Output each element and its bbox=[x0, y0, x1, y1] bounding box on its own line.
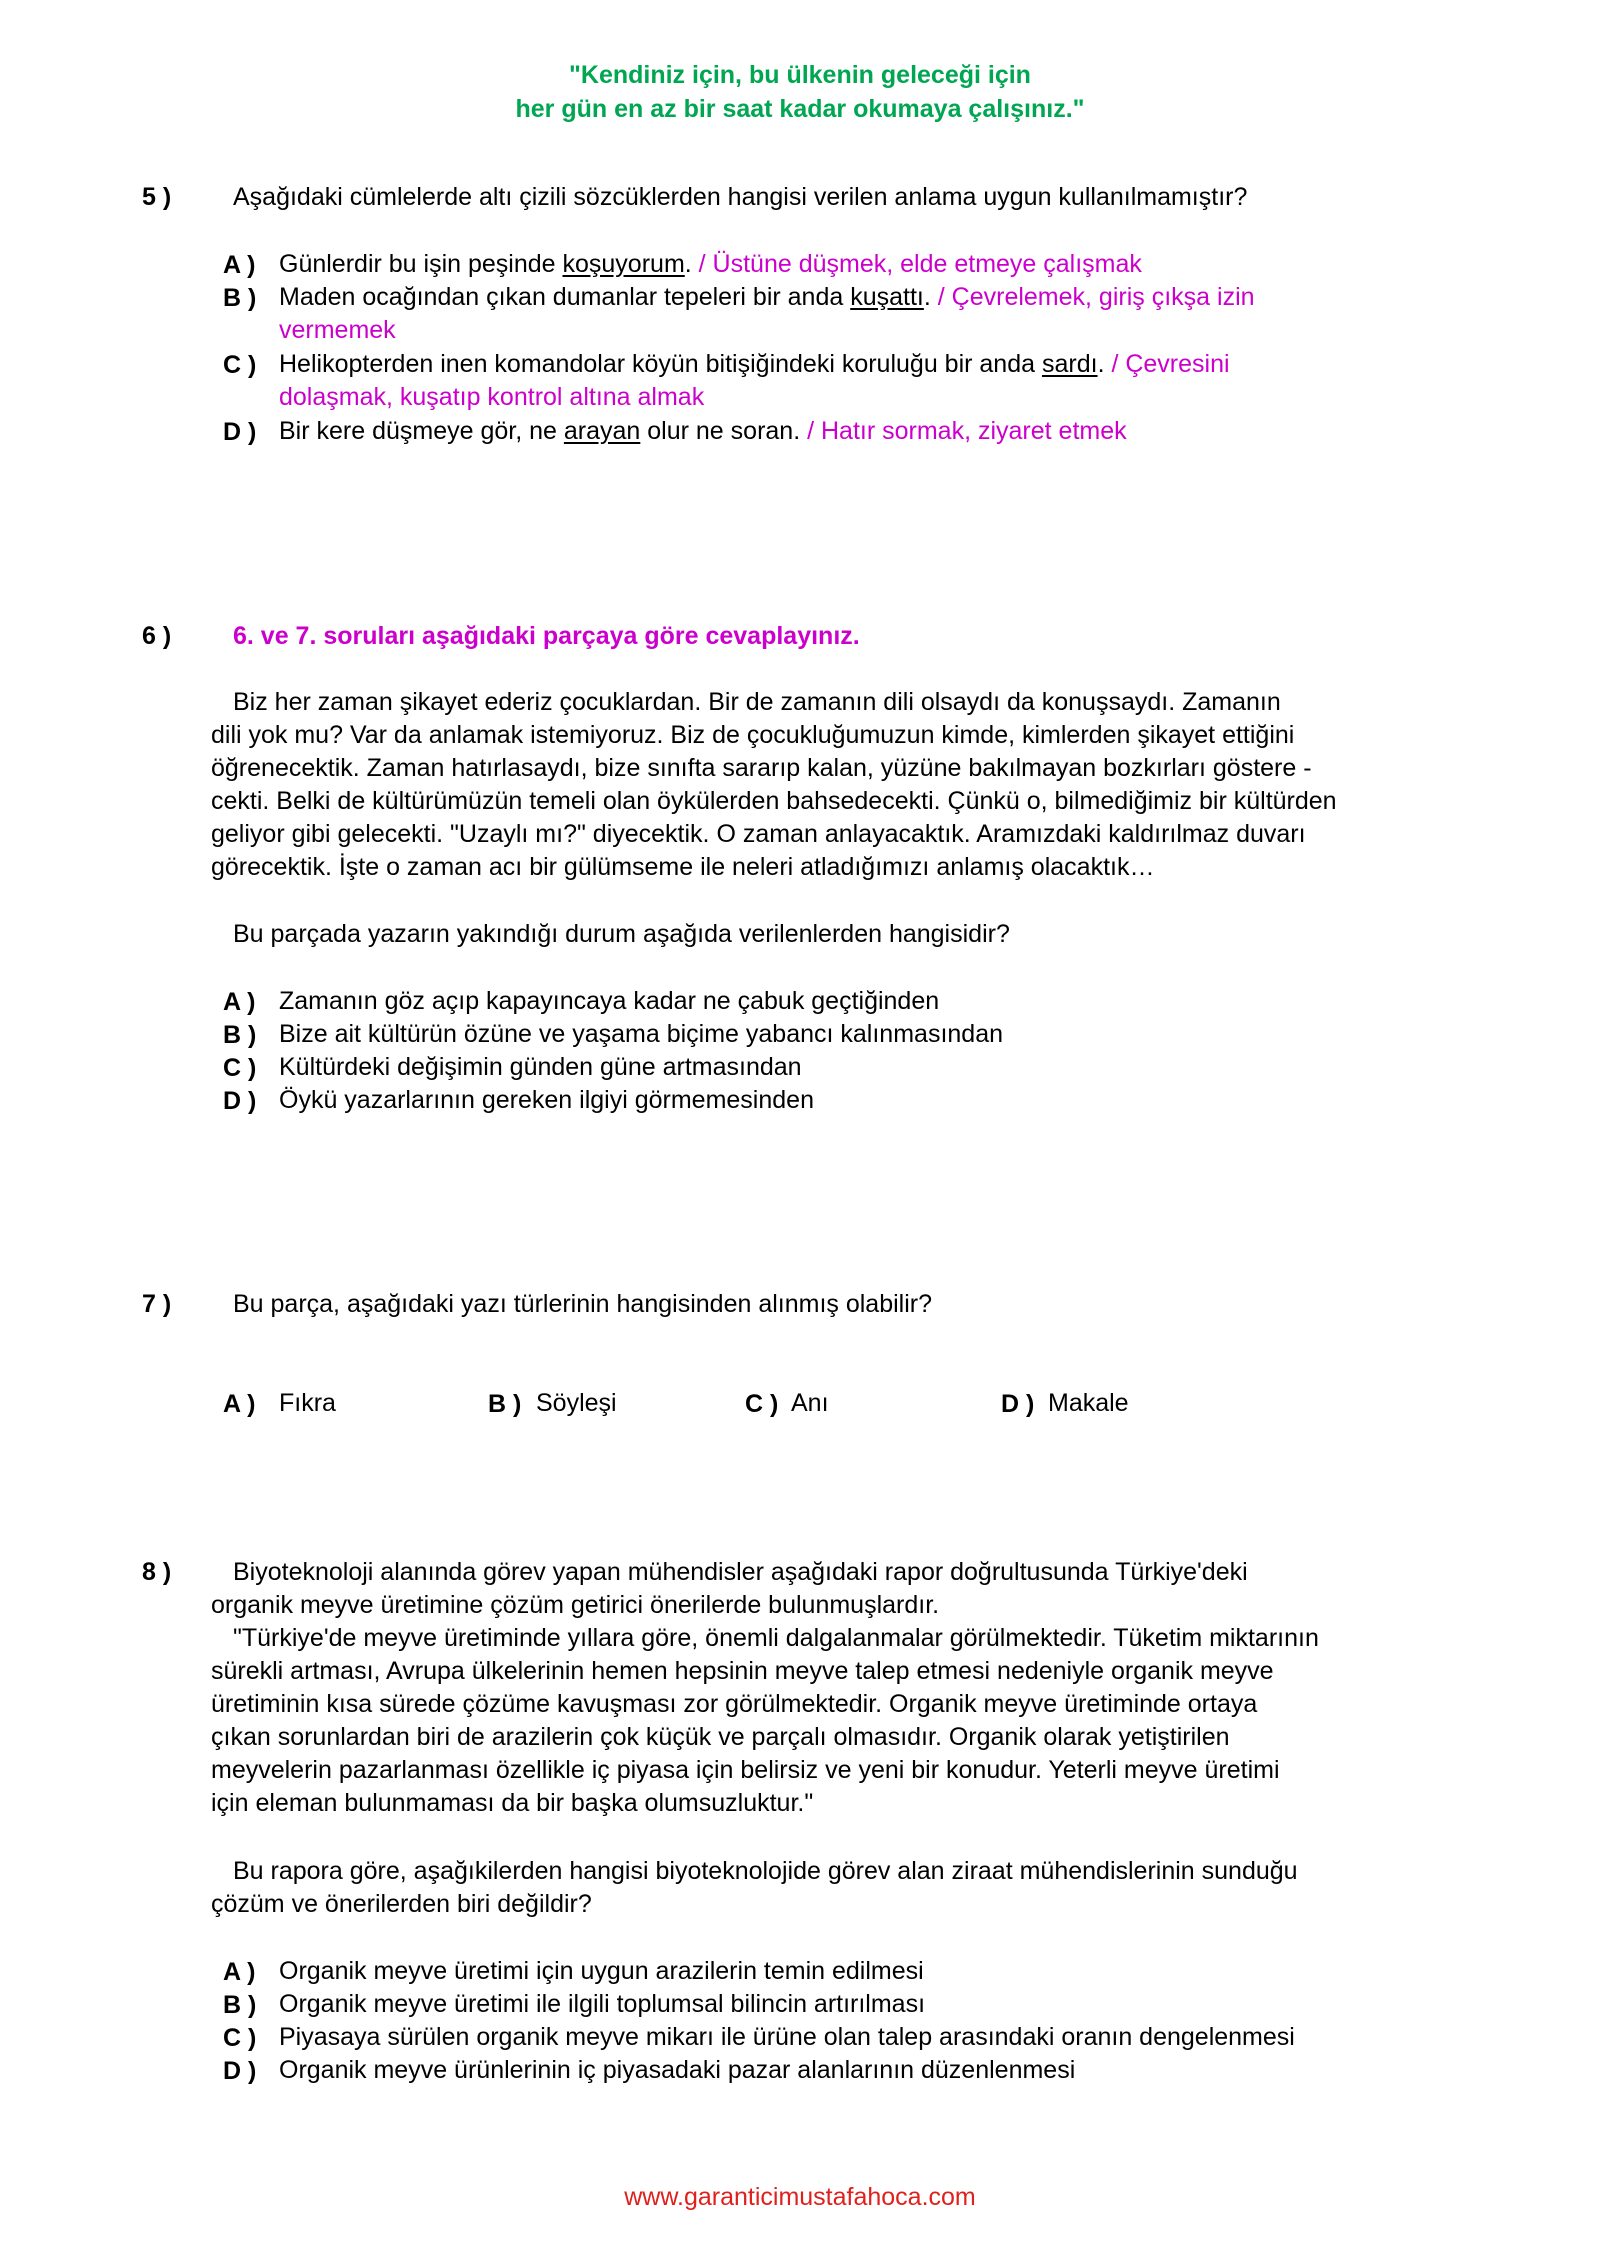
q8-option-d[interactable]: Organik meyve ürünlerinin iç piyasadaki pazar alanlarının düzenlenmesi bbox=[279, 2056, 1076, 2084]
footer-website-link[interactable]: www.garanticimustafahoca.com bbox=[624, 2183, 976, 2211]
q8-option-a-letter[interactable]: A ) bbox=[223, 1958, 256, 1986]
motto-line-2: her gün en az bir saat kadar okumaya çalışınız." bbox=[515, 95, 1085, 123]
q5-option-a-text: Günlerdir bu işin peşinde bbox=[279, 250, 563, 278]
q6-passage-line-2: dili yok mu? Var da anlamak istemiyoruz. Biz de çocukluğumuzun kimde, kimlerden şikayet ettiğini bbox=[211, 721, 1295, 749]
q7-option-a-letter[interactable]: A ) bbox=[223, 1390, 256, 1418]
q5-option-b-punct: . bbox=[923, 283, 931, 311]
motto-line-1: "Kendiniz için, bu ülkenin geleceği için bbox=[569, 61, 1031, 89]
q5-option-d-letter[interactable]: D ) bbox=[223, 418, 257, 446]
question-6-number: 6 ) bbox=[142, 622, 172, 650]
question-8-stem-line-2: çözüm ve önerilerden biri değildir? bbox=[211, 1890, 592, 1918]
q5-option-c-meaning-cont: dolaşmak, kuşatıp kontrol altına almak bbox=[279, 383, 705, 411]
q5-option-a-letter[interactable]: A ) bbox=[223, 251, 256, 279]
q8-passage-line-3: "Türkiye'de meyve üretiminde yıllara göre, önemli dalgalanmalar görülmektedir. Tüketim miktarının bbox=[233, 1624, 1319, 1652]
q6-option-c-letter[interactable]: C ) bbox=[223, 1054, 257, 1082]
q8-passage-line-5: üretiminin kısa sürede çözüme kavuşması zor görülmektedir. Organik meyve üretiminde ortaya bbox=[211, 1690, 1258, 1718]
q5-option-c-text: Helikopterden inen komandolar köyün bitişiğindeki koruluğu bir anda bbox=[279, 350, 1042, 378]
question-8-number: 8 ) bbox=[142, 1558, 172, 1586]
question-7-stem: Bu parça, aşağıdaki yazı türlerinin hangisinden alınmış olabilir? bbox=[233, 1290, 932, 1318]
q7-option-a[interactable]: Fıkra bbox=[279, 1389, 336, 1417]
q5-option-c[interactable] bbox=[279, 348, 1230, 381]
q5-option-b-letter[interactable]: B ) bbox=[223, 284, 257, 312]
q7-option-c[interactable]: Anı bbox=[791, 1389, 829, 1417]
q8-option-d-letter[interactable]: D ) bbox=[223, 2057, 257, 2085]
q6-option-d-letter[interactable]: D ) bbox=[223, 1087, 257, 1115]
q5-option-b-underlined-word: kuşattı bbox=[850, 283, 924, 311]
q5-option-b[interactable] bbox=[279, 281, 1255, 314]
q8-option-c-letter[interactable]: C ) bbox=[223, 2024, 257, 2052]
q8-option-c[interactable]: Piyasaya sürülen organik meyve mikarı ile ürüne olan talep arasındaki oranın dengelenmesi bbox=[279, 2023, 1295, 2051]
q5-option-c-punct: . bbox=[1097, 350, 1105, 378]
q5-option-d-meaning: / Hatır sormak, ziyaret etmek bbox=[800, 417, 1127, 445]
question-7-number: 7 ) bbox=[142, 1290, 172, 1318]
q8-option-a[interactable]: Organik meyve üretimi için uygun arazilerin temin edilmesi bbox=[279, 1957, 924, 1985]
q6-passage-line-1: Biz her zaman şikayet ederiz çocuklardan. Bir de zamanın dili olsaydı da konuşsaydı. Zamanın bbox=[233, 688, 1281, 716]
q5-option-c-underlined-word: sardı bbox=[1041, 350, 1098, 378]
q8-passage-line-4: sürekli artması, Avrupa ülkelerinin hemen hepsinin meyve talep etmesi nedeniyle organik meyve bbox=[211, 1657, 1274, 1685]
q6-passage-line-5: geliyor gibi gelecekti. "Uzaylı mı?" diyecektik. O zaman anlayacaktık. Aramızdaki kaldırılmaz duvarı bbox=[211, 820, 1306, 848]
q6-option-a-letter[interactable]: A ) bbox=[223, 988, 256, 1016]
q6-passage-line-3: öğrenecektik. Zaman hatırlasaydı, bize sınıfta sararıp kalan, yüzüne bakılmayan bozkırları göstere - bbox=[211, 754, 1312, 782]
q5-option-a-underlined-word: koşuyorum bbox=[562, 250, 685, 278]
q7-option-c-letter[interactable]: C ) bbox=[745, 1390, 779, 1418]
q7-option-b[interactable]: Söyleşi bbox=[536, 1389, 617, 1417]
q5-option-d[interactable] bbox=[279, 415, 1127, 448]
question-6-instruction: 6. ve 7. soruları aşağıdaki parçaya göre cevaplayınız. bbox=[233, 622, 860, 650]
q5-option-b-text: Maden ocağından çıkan dumanlar tepeleri bir anda bbox=[279, 283, 851, 311]
q8-passage-line-2: organik meyve üretimine çözüm getirici önerilerde bulunmuşlardır. bbox=[211, 1591, 940, 1619]
q5-option-b-meaning-cont: vermemek bbox=[279, 316, 396, 344]
q6-option-a[interactable]: Zamanın göz açıp kapayıncaya kadar ne çabuk geçtiğinden bbox=[279, 987, 940, 1015]
q6-option-b[interactable]: Bize ait kültürün özüne ve yaşama biçime yabancı kalınmasından bbox=[279, 1020, 1003, 1048]
q8-passage-line-6: çıkan sorunlardan biri de arazilerin çok küçük ve parçalı olmasıdır. Organik olarak yetiştirilen bbox=[211, 1723, 1230, 1751]
question-5-number: 5 ) bbox=[142, 183, 172, 211]
q5-option-a-meaning: / Üstüne düşmek, elde etmeye çalışmak bbox=[691, 250, 1142, 278]
q8-option-b-letter[interactable]: B ) bbox=[223, 1991, 257, 2019]
q8-option-b[interactable]: Organik meyve üretimi ile ilgili toplumsal bilincin artırılması bbox=[279, 1990, 926, 2018]
q7-option-b-letter[interactable]: B ) bbox=[488, 1390, 522, 1418]
q6-passage-line-4: cekti. Belki de kültürümüzün temeli olan öykülerden bahsedecekti. Çünkü o, bilmediğimiz bir kültürden bbox=[211, 787, 1337, 815]
q7-option-d[interactable]: Makale bbox=[1048, 1389, 1129, 1417]
q6-option-b-letter[interactable]: B ) bbox=[223, 1021, 257, 1049]
q6-option-c[interactable]: Kültürdeki değişimin günden güne artmasından bbox=[279, 1053, 802, 1081]
q5-option-c-meaning: / Çevresini bbox=[1104, 350, 1230, 378]
q5-option-a[interactable] bbox=[279, 248, 1142, 281]
question-5-stem: Aşağıdaki cümlelerde altı çizili sözcüklerden hangisi verilen anlama uygun kullanılmamıştır? bbox=[233, 183, 1248, 211]
q5-option-d-text: Bir kere düşmeye gör, ne bbox=[279, 417, 564, 445]
q5-option-d-underlined-word: arayan bbox=[563, 417, 641, 445]
q8-passage-line-8: için eleman bulunmaması da bir başka olumsuzluktur." bbox=[211, 1789, 814, 1817]
question-6-stem: Bu parçada yazarın yakındığı durum aşağıda verilenlerden hangisidir? bbox=[233, 920, 1010, 948]
q8-passage-line-1: Biyoteknoloji alanında görev yapan mühendisler aşağıdaki rapor doğrultusunda Türkiye'deki bbox=[233, 1558, 1248, 1586]
q8-passage-line-7: meyvelerin pazarlanması özellikle iç piyasa için belirsiz ve yeni bir konudur. Yeterli meyve üretimi bbox=[211, 1756, 1280, 1784]
question-8-stem-line-1: Bu rapora göre, aşağıkilerden hangisi biyoteknolojide görev alan ziraat mühendislerinin sunduğu bbox=[233, 1857, 1298, 1885]
q7-option-d-letter[interactable]: D ) bbox=[1001, 1390, 1035, 1418]
q5-option-d-rest: olur ne soran. bbox=[640, 417, 801, 445]
q5-option-b-meaning: / Çevrelemek, giriş çıkşa izin bbox=[930, 283, 1255, 311]
q5-option-a-punct: . bbox=[684, 250, 692, 278]
q6-option-d[interactable]: Öykü yazarlarının gereken ilgiyi görmemesinden bbox=[279, 1086, 814, 1114]
q5-option-c-letter[interactable]: C ) bbox=[223, 351, 257, 379]
q6-passage-line-6: görecektik. İşte o zaman acı bir gülümseme ile neleri atladığımızı anlamış olacaktık… bbox=[211, 853, 1155, 881]
